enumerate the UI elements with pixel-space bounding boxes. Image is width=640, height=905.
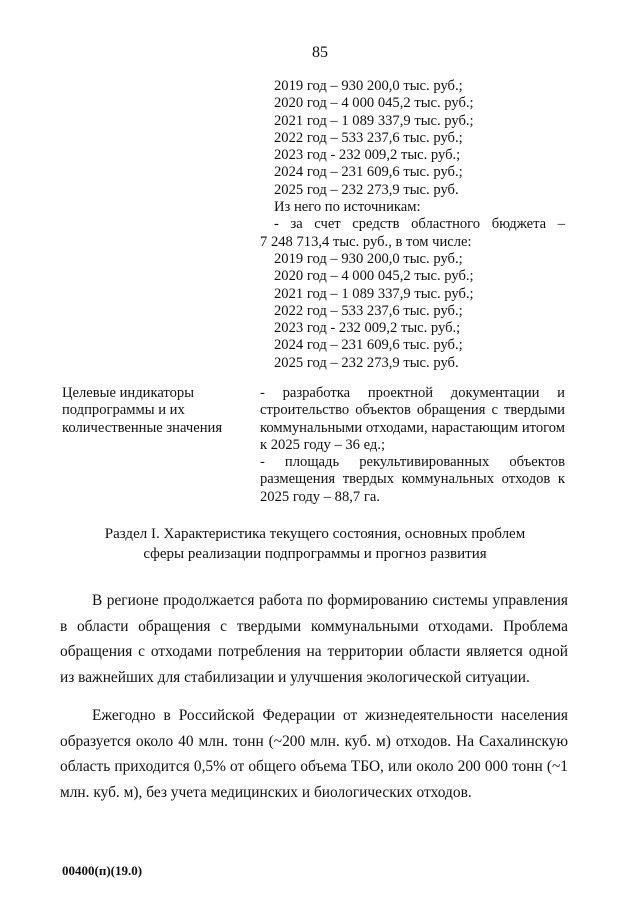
finance-line: 2021 год – 1 089 337,9 тыс. руб.; <box>274 112 474 129</box>
section-heading-line: Раздел I. Характеристика текущего состояния, основных проблем <box>104 526 526 542</box>
regional-line: 2024 год – 231 609,6 тыс. руб.; <box>274 337 463 354</box>
indicator-item: - разработка проектной документации и строительство объектов обращения с твердыми коммунальными отходами, нарастающим итогом к 2025 году – 36 ед.; <box>260 385 565 453</box>
financing-block <box>260 78 565 372</box>
document-code: 00400(п)(19.0) <box>62 863 143 878</box>
sources-label: Из него по источникам: <box>274 199 421 216</box>
finance-line: 2025 год – 232 273,9 тыс. руб. <box>274 181 459 198</box>
regional-line: 2023 год - 232 009,2 тыс. руб.; <box>274 320 461 337</box>
indicators-label: Целевые индикаторы подпрограммы и их количественные значения <box>62 385 223 436</box>
indicators-values <box>260 385 565 506</box>
finance-line: 2019 год – 930 200,0 тыс. руб.; <box>274 78 463 94</box>
paragraph: В регионе продолжается работа по формированию системы управления в области обращения с твердыми коммунальными отходами. Проблема обращения с отходами потребления на территории области является одной из важнейших для стабилизации и улучшения экологической ситуации. <box>60 592 568 686</box>
finance-line: 2020 год – 4 000 045,2 тыс. руб.; <box>274 95 474 112</box>
paragraph: Ежегодно в Российской Федерации от жизнедеятельности населения образуется около 40 млн. тонн (~200 млн. куб. м) отходов. На Сахалинскую область приходится 0,5% от общего объема ТБО, или около 200 000 тонн (~1 млн. куб. м), без учета медицинских и биологических отходов. <box>60 707 568 801</box>
finance-line: 2023 год - 232 009,2 тыс. руб.; <box>274 147 461 164</box>
regional-line: 2021 год – 1 089 337,9 тыс. руб.; <box>274 285 474 302</box>
regional-line: 2019 год – 930 200,0 тыс. руб.; <box>274 250 463 267</box>
regional-budget-line: - за счет средств областного бюджета – <box>274 216 565 233</box>
regional-line: 2022 год – 533 237,6 тыс. руб.; <box>274 302 463 319</box>
finance-line: 2024 год – 231 609,6 тыс. руб.; <box>274 164 463 181</box>
page-number: 85 <box>312 44 328 61</box>
body-text <box>60 588 568 818</box>
section-heading-line: сферы реализации подпрограммы и прогноз развития <box>143 546 487 562</box>
finance-line: 2022 год – 533 237,6 тыс. руб.; <box>274 129 463 146</box>
regional-budget-total: 7 248 713,4 тыс. руб., в том числе: <box>260 233 472 250</box>
section-heading <box>60 524 570 564</box>
regional-line: 2020 год – 4 000 045,2 тыс. руб.; <box>274 268 474 285</box>
indicator-item: - площадь рекультивированных объектов размещения твердых коммунальных отходов к 2025 году – 88,7 га. <box>260 454 565 505</box>
regional-line: 2025 год – 232 273,9 тыс. руб. <box>274 354 459 371</box>
